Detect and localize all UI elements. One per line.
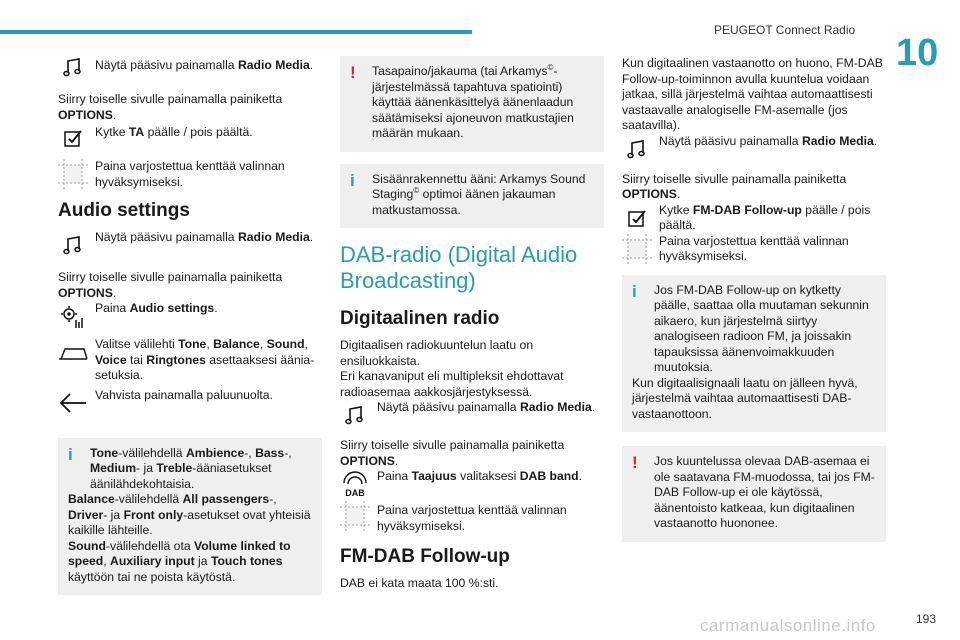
audio-settings-icon [58,301,88,331]
header-title: PEUGEOT Connect Radio [714,23,856,37]
checkbox-icon [622,203,652,233]
warning-icon: ! [632,453,638,472]
paragraph-quality: Digitaalisen radiokuuntelun laatu on ensiluokkaista. [340,338,534,368]
step-show-main-page-2: Näytä pääsivu painamalla Radio Media. [58,230,322,260]
dab-band-icon [340,469,370,499]
options-instruction-2: Siirry toiselle sivulle painamalla painiketta OPTIONS. [58,270,283,300]
step-show-main-page-4: Näytä pääsivu painamalla Radio Media. [622,134,886,164]
section-title-audio-settings: Audio settings [58,200,190,221]
page-number: 193 [916,612,937,626]
chapter-number: 10 [896,32,939,74]
step-select-tab: Valitse välilehti Tone, Balance, Sound, Voice tai Ringtones asettaaksesi ääniasetuksia. [58,337,322,384]
shaded-field-icon [340,501,370,531]
column-1 [58,52,322,595]
column-2 [340,52,604,592]
back-arrow-icon [58,388,88,418]
checkbox-icon [58,123,88,153]
dab-icon-label: DAB [345,488,365,498]
warning-box-follow-up: ! Jos kuuntelussa olevaa DAB-asemaa ei ole saatavana FM-muodossa, tai jos FM-DAB Follow-up ei ole käytössä, äänentoisto katkeaa, kun digitaalinen vastaanotto huononee. [622,446,886,542]
info-box-audio: i Tone-välilehdellä Ambience-, Bass-, Medium- ja Treble-ääniasetukset äänilähdekohtaisia. Balance-välilehdellä All passengers-, Driver- ja Front only-asetukset ovat yhteisiä kaikille lähteille. Sound-välilehdellä ota Volume linked to speed, Auxiliary input ja Touch tones käyttöön tai ne poista käytöstä. [58,438,322,596]
info-icon: i [68,444,73,464]
step-confirm-selection-2: Paina varjostettua kenttää valinnan hyväksymiseksi. [340,501,604,534]
step-toggle-follow-up: Kytke FM-DAB Follow-up päälle / pois päältä. [622,203,886,234]
paragraph-coverage: DAB ei kata maata 100 %:sti. [340,576,499,590]
step-show-main-page: Näytä pääsivu painamalla Radio Media. [58,52,322,82]
music-note-icon [340,400,370,430]
info-box-sound-staging: i Sisäänrakennettu ääni: Arkamys Sound Staging© optimoi äänen jakauman matkustamossa. [340,164,604,229]
options-instruction: Siirry toiselle sivulle painamalla painiketta OPTIONS. [58,92,283,122]
step-show-main-page-3: Näytä pääsivu painamalla Radio Media. [340,400,604,430]
shaded-field-icon [622,234,652,264]
step-select-band: DAB Paina Taajuus valitaksesi DAB band. [340,469,604,499]
tabs-icon [58,337,88,367]
info-icon: i [350,170,355,190]
step-confirm-selection-3: Paina varjostettua kenttää valinnan hyväksymiseksi. [622,234,886,265]
shaded-field-icon [58,159,88,189]
header-accent-bar [0,30,472,34]
music-note-icon [622,134,652,164]
paragraph-multiplex: Eri kanavaniput eli multipleksit ehdottavat radioasemaa aakkosjärjestyksessä. [340,369,564,399]
step-audio-settings: Paina Audio settings. [58,301,322,331]
watermark: carmanualsonline.info [700,616,876,635]
info-box-follow-up: i Jos FM-DAB Follow-up on kytketty päälle, saattaa olla muutaman sekunnin aikaero, kun järjestelmä siirtyy analogiseen radioon FM, ja joissakin tapauksissa äänenvoimakkuuden muutoksia. Kun digitaalisignaali laatu on jälleen hyvä, järjestelmä vaihtaa automaattisesti DAB-vastaanottoon. [622,275,886,433]
section-title-fm-dab-follow-up: FM-DAB Follow-up [340,546,510,567]
step-confirm-back: Vahvista painamalla paluunuolta. [58,388,322,418]
options-instruction-3: Siirry toiselle sivulle painamalla painiketta OPTIONS. [340,438,565,468]
step-confirm-selection: Paina varjostettua kenttää valinnan hyväksymiseksi. [58,159,322,190]
music-note-icon [58,230,88,260]
options-instruction-4: Siirry toiselle sivulle painamalla painiketta OPTIONS. [622,171,847,201]
step-toggle-ta: Kytke TA päälle / pois päältä. [58,123,322,153]
section-title-dab-radio: DAB-radio (Digital Audio Broadcasting) [340,242,578,293]
info-icon: i [632,281,637,301]
warning-box-balance: ! Tasapaino/jakauma (tai Arkamys©-järjestelmässä tapahtuva spatiointi) käyttää äänenkäsittelyä äänenlaadun säätämiseksi ajoneuvon matkustajien määrän mukaan. [340,56,604,152]
paragraph-follow-up: Kun digitaalinen vastaanotto on huono, FM-DAB Follow-up-toiminnon avulla kuuntelua voidaan jatkaa, sillä järjestelmä vaihtaa automaattisesti vastaavalle analogiselle FM-asemalle (jos saatavilla). [622,56,883,132]
section-title-digital-radio: Digitaalinen radio [340,308,500,329]
warning-icon: ! [350,63,356,82]
music-note-icon [58,52,88,82]
column-3 [622,52,886,542]
